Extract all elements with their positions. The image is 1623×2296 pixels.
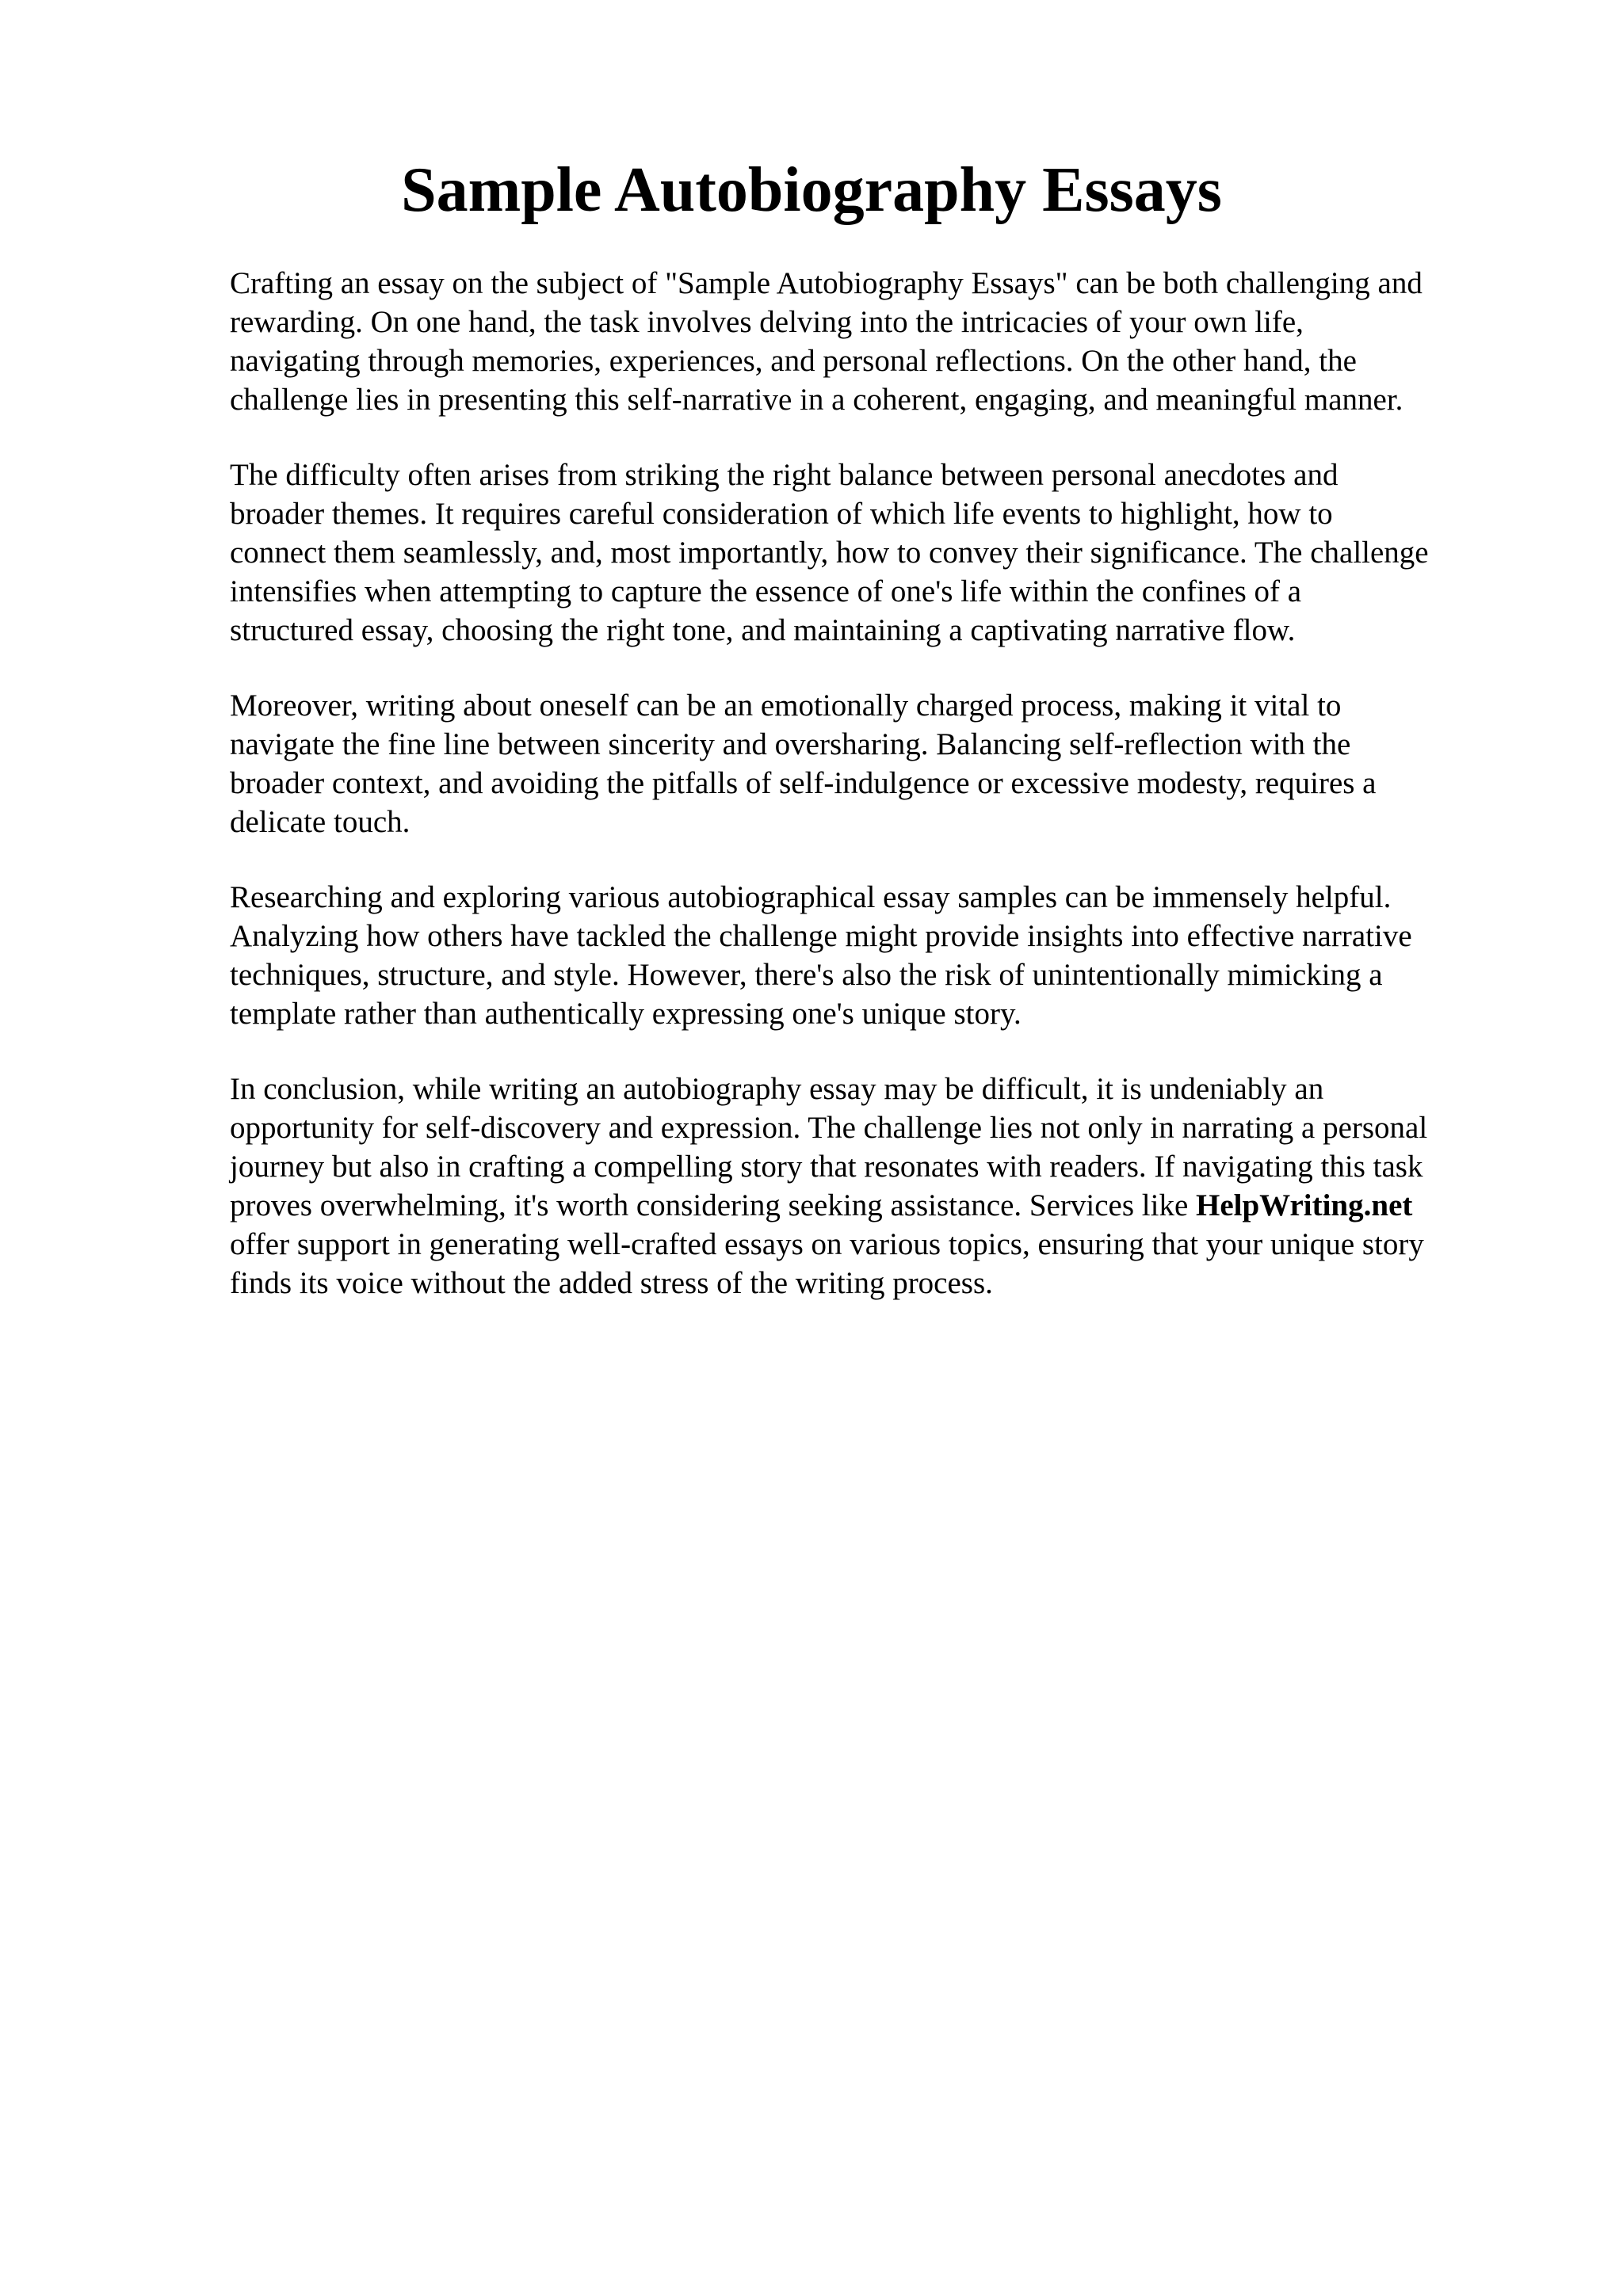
text-line: broader context, and avoiding the pitfalls of self-indulgence or excessive modesty, requires a <box>230 766 1377 800</box>
text-line: techniques, structure, and style. However, there's also the risk of unintentionally mimicking a <box>230 958 1383 992</box>
essay-body <box>230 264 1514 1339</box>
text-line: navigate the fine line between sincerity and oversharing. Balancing self-reflection with the <box>230 727 1351 761</box>
text-line: The difficulty often arises from striking the right balance between personal anecdotes and <box>230 458 1338 492</box>
text-line: intensifies when attempting to capture the essence of one's life within the confines of a <box>230 574 1302 608</box>
paragraph-intro <box>230 264 1514 419</box>
text-fragment: proves overwhelming, it's worth considering seeking assistance. Services like <box>230 1188 1189 1222</box>
text-line: connect them seamlessly, and, most importantly, how to convey their significance. The challenge <box>230 536 1429 570</box>
page-title: Sample Autobiography Essays <box>401 155 1222 225</box>
text-line: Moreover, writing about oneself can be an emotionally charged process, making it vital to <box>230 688 1342 723</box>
paragraph-researching <box>230 878 1514 1033</box>
paragraph-conclusion <box>230 1070 1514 1302</box>
text-line: opportunity for self-discovery and expression. The challenge lies not only in narrating a personal <box>230 1111 1428 1145</box>
text-line: rewarding. On one hand, the task involves delving into the intricacies of your own life, <box>230 305 1304 339</box>
text-line: Researching and exploring various autobiographical essay samples can be immensely helpful. <box>230 880 1392 914</box>
text-line: broader themes. It requires careful consideration of which life events to highlight, how to <box>230 497 1333 531</box>
text-line: template rather than authentically expressing one's unique story. <box>230 997 1022 1031</box>
text-line: In conclusion, while writing an autobiography essay may be difficult, it is undeniably an <box>230 1072 1324 1106</box>
brand-link-helpwriting[interactable]: HelpWriting.net <box>1196 1188 1413 1222</box>
text-line: challenge lies in presenting this self-narrative in a coherent, engaging, and meaningful manner. <box>230 383 1403 417</box>
text-line: finds its voice without the added stress of the writing process. <box>230 1266 993 1300</box>
text-line: journey but also in crafting a compelling story that resonates with readers. If navigating this task <box>230 1150 1423 1184</box>
paragraph-moreover <box>230 686 1514 841</box>
text-line: delicate touch. <box>230 805 411 839</box>
text-line: Crafting an essay on the subject of "Sample Autobiography Essays" can be both challenging and <box>230 266 1423 300</box>
text-line: offer support in generating well-crafted essays on various topics, ensuring that your unique story <box>230 1227 1424 1261</box>
text-line: navigating through memories, experiences, and personal reflections. On the other hand, the <box>230 344 1357 378</box>
paragraph-difficulty <box>230 456 1514 650</box>
text-line: structured essay, choosing the right tone, and maintaining a captivating narrative flow. <box>230 613 1296 647</box>
text-line: Analyzing how others have tackled the challenge might provide insights into effective narrative <box>230 919 1412 953</box>
text-line-with-brand <box>230 1186 1514 1225</box>
